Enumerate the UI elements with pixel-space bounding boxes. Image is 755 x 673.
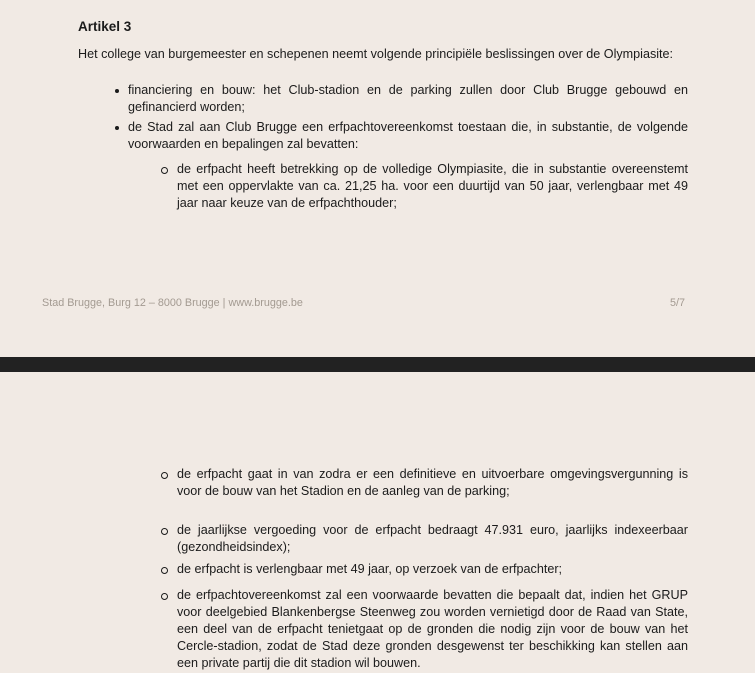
bullet-disc-icon	[115, 126, 119, 130]
sub-bullet-item	[177, 587, 688, 672]
bullet-item	[128, 82, 688, 116]
bullet-circle-icon	[161, 528, 168, 535]
bullet-text: de erfpacht heeft betrekking op de volledige Olympiasite, die in substantie overeenstemt met een oppervlakte van ca. 21,25 ha. voor een duurtijd van 50 jaar, verlengbaar met 49 jaar naar keuze van de erfpachthouder;	[177, 162, 688, 210]
bullet-text: financiering en bouw: het Club-stadion en de parking zullen door Club Brugge gebouwd en gefinancierd worden;	[128, 83, 688, 114]
sub-bullet-item	[177, 466, 688, 500]
footer-address: Stad Brugge, Burg 12 – 8000 Brugge | www.brugge.be	[42, 297, 303, 309]
page-separator	[0, 357, 755, 372]
bullet-disc-icon	[115, 89, 119, 93]
bullet-circle-icon	[161, 593, 168, 600]
intro-paragraph: Het college van burgemeester en schepenen neemt volgende principiële beslissingen over de Olympiasite:	[78, 46, 674, 61]
bullet-item	[128, 119, 688, 153]
bullet-text: de erfpacht is verlengbaar met 49 jaar, op verzoek van de erfpachter;	[177, 562, 563, 576]
sub-bullet-item	[177, 161, 688, 212]
sub-bullet-item	[177, 522, 688, 556]
bullet-text: de Stad zal aan Club Brugge een erfpachtovereenkomst toestaan die, in substantie, de volgende voorwaarden en bepalingen zal bevatten:	[128, 120, 688, 151]
article-heading: Artikel 3	[78, 19, 132, 35]
bullet-text: de erfpacht gaat in van zodra er een definitieve en uitvoerbare omgevingsvergunning is voor de bouw van het Stadion en de aanleg van de parking;	[177, 467, 688, 498]
bullet-text: de jaarlijkse vergoeding voor de erfpacht bedraagt 47.931 euro, jaarlijks indexeerbaar (gezondheidsindex);	[177, 523, 688, 554]
bullet-text: de erfpachtovereenkomst zal een voorwaarde bevatten die bepaalt dat, indien het GRUP voor deelgebied Blankenbergse Steenweg zou worden vernietigd door de Raad van State, een deel van de erfpacht tenietgaat op de gronden die nodig zijn voor de bouw van het Cercle-stadion, zodat de Stad deze gronden desgewenst ter beschikking kan stellen aan een private partij die dit stadion wil bouwen.	[177, 588, 688, 670]
footer-page-number: 5/7	[669, 297, 685, 309]
bullet-circle-icon	[161, 472, 168, 479]
bullet-circle-icon	[161, 567, 168, 574]
sub-bullet-item	[177, 561, 688, 578]
bullet-circle-icon	[161, 167, 168, 174]
